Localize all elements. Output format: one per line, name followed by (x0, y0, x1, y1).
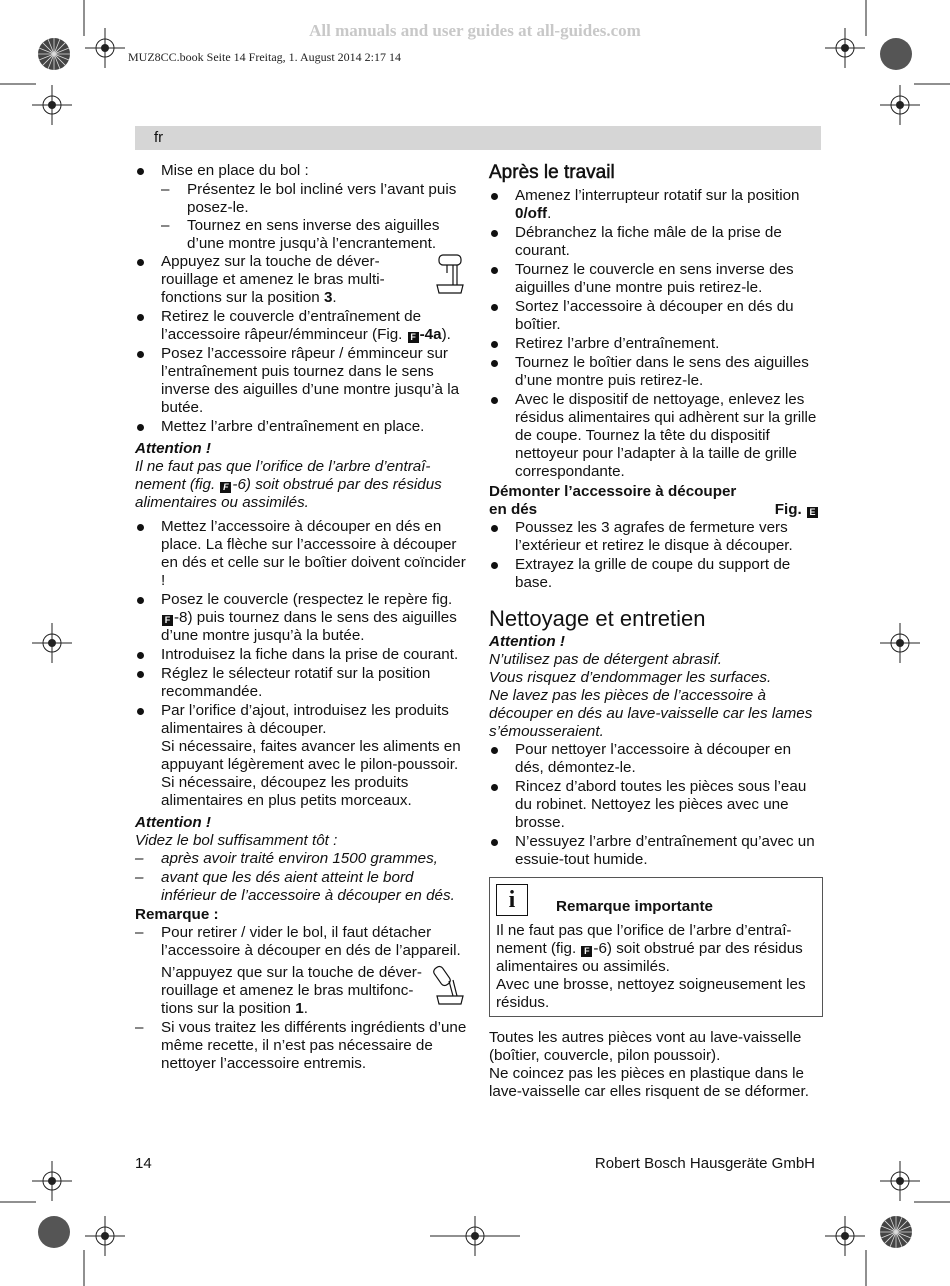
page-number: 14 (135, 1155, 152, 1172)
list-item: Posez le couvercle (respectez le repère fig. F -8) puis tournez dans le sens des aiguilles d’une montre jusqu’à la butée. (135, 591, 467, 645)
crosshair-mark-top-right (825, 28, 865, 68)
figure-ref: Fig. E (775, 501, 819, 519)
language-code: fr (154, 129, 164, 146)
sunburst-mark-bl (37, 1215, 71, 1249)
remark-heading: Remarque : (135, 906, 219, 923)
attention-text: Videz le bol suffisamment tôt : (135, 832, 338, 849)
list-item: Amenez l’interrupteur rotatif sur la position 0/off. (489, 187, 823, 223)
list-item: Rincez d’abord toutes les pièces sous l’eau du robinet. Nettoyez les pièces avec une brosse. (489, 778, 823, 832)
sunburst-mark-tr (879, 37, 913, 71)
info-icon: i (496, 884, 528, 916)
remark-subtext: N’appuyez que sur la touche de déverrouillage et amenez le bras multifonctions sur la position 1. (161, 964, 467, 1018)
crosshair-mark-left-top (32, 85, 72, 125)
list-item: Sortez l’accessoire à découper en dés du boîtier. (489, 298, 823, 334)
crosshair-mark-right-bottom (880, 1161, 920, 1201)
list-item: Appuyez sur la touche de déverrouillage et amenez le bras multifonctions sur la position 3. (135, 253, 467, 307)
list-item: Mettez l’accessoire à découper en dés en place. La flèche sur l’accessoire à découper en dés et celle sur le boîtier doivent coïncider ! (135, 518, 467, 590)
list-item: Tournez le boîtier dans le sens des aiguilles d’une montre puis retirez-le. (489, 354, 823, 390)
list-item: Réglez le sélecteur rotatif sur la position recommandée. (135, 665, 467, 701)
paragraph: Ne coincez pas les pièces en plastique dans le lave-vaisselle car elles risquent de se déformer. (489, 1065, 809, 1100)
list-item: Extrayez la grille de coupe du support de base. (489, 556, 823, 592)
dash-item: – avant que les dés aient atteint le bord inférieur de l’accessoire à découper en dés. (135, 869, 467, 905)
dash-item: – Pour retirer / vider le bol, il faut détacher l’accessoire à découper en dés de l’appareil. N’appuyez que sur la touche de déverrouillage et amenez le bras multifonctions sur la position 1. (135, 924, 467, 1018)
dash-item: – après avoir traité environ 1500 grammes, (135, 850, 467, 868)
list-item: Mettez l’arbre d’entraînement en place. (135, 418, 467, 436)
list-item: Mise en place du bol : (135, 162, 467, 180)
crosshair-mark-bottom-left (85, 1216, 125, 1256)
attention-text: Ne lavez pas les pièces de l’accessoire à découper en dés au lave-vaisselle car les lames s’émousseraient. (489, 687, 813, 740)
crosshair-mark-right-mid (880, 623, 920, 663)
footer-company: Robert Bosch Hausgeräte GmbH (594, 1155, 815, 1172)
figure-ref-icon: F (220, 482, 231, 493)
watermark: All manuals and user guides at all-guides.com (309, 21, 641, 40)
figure-ref-icon: E (807, 507, 818, 518)
attention-text: Il ne faut pas que l’orifice de l’arbre d’entraînement (fig. F -6) soit obstrué par des résidus alimentaires ou assimilés. (135, 458, 442, 511)
sub-list-item: – Tournez en sens inverse des aiguilles d’une montre jusqu’à l’encrantement. (161, 217, 467, 253)
list-item: Avec le dispositif de nettoyage, enlevez les résidus alimentaires qui adhèrent sur la grille de coupe. Tournez la tête du dispositif nettoyeur pour l’adapter à la taille de grille correspondante. (489, 391, 823, 481)
list-item: N’essuyez l’arbre d’entraînement qu’avec un essuie-tout humide. (489, 833, 823, 869)
sunburst-mark-tl (37, 37, 71, 71)
list-item: Retirez le couvercle d’entraînement de l’accessoire râpeur/émminceur (Fig. F -4a). (135, 308, 467, 344)
section-heading-apres: Après le travail (489, 162, 615, 183)
figure-ref-icon: F (581, 946, 592, 957)
crosshair-mark-top-left (85, 28, 125, 68)
note-text: Avec une brosse, nettoyez soigneusement les résidus. (496, 976, 806, 1011)
crosshair-mark-left-bottom (32, 1161, 72, 1201)
note-text: Il ne faut pas que l’orifice de l’arbre d’entraînement (fig. F -6) soit obstrué par des résidus alimentaires ou assimilés. (496, 922, 803, 975)
list-item: Pour nettoyer l’accessoire à découper en dés, démontez-le. (489, 741, 823, 777)
dash-item: – Si vous traitez les différents ingrédients d’une même recette, il n’est pas nécessaire de nettoyer l’accessoire entremis. (135, 1019, 467, 1073)
attention-text: N’utilisez pas de détergent abrasif. (489, 651, 723, 668)
left-column (135, 162, 467, 1074)
list-item: Posez l’accessoire râpeur / émminceur sur l’entraînement puis tournez dans le sens inverse des aiguilles d’une montre jusqu’à la butée. (135, 345, 467, 417)
crosshair-mark-left-mid (32, 623, 72, 663)
list-item: Par l’orifice d’ajout, introduisez les produits alimentaires à découper. Si nécessaire, faites avancer les aliments en appuyant légèrement avec le pilon-poussoir. Si nécessaire, découpez les produits alimentaires en plus petits morceaux. (135, 702, 467, 810)
subheading-demonter: Démonter l’accessoire à découper en dés Fig. E (489, 483, 823, 519)
crosshair-mark-bottom-right (825, 1216, 865, 1256)
list-item: Retirez l’arbre d’entraînement. (489, 335, 823, 353)
mixer-arm-tilted-icon (433, 964, 465, 1008)
crosshair-mark-bottom-center (430, 1216, 520, 1256)
figure-ref-icon: F (408, 332, 419, 343)
sub-list-item: – Présentez le bol incliné vers l’avant puis posez-le. (161, 181, 467, 217)
attention-heading: Attention ! (489, 633, 565, 650)
section-heading-nettoyage: Nettoyage et entretien (489, 606, 706, 631)
book-info-line: MUZ8CC.book Seite 14 Freitag, 1. August 2014 2:17 14 (128, 50, 401, 64)
sunburst-mark-br (879, 1215, 913, 1249)
note-title: Remarque importante (556, 898, 713, 915)
attention-heading: Attention ! (135, 814, 211, 831)
list-item: Introduisez la fiche dans la prise de courant. (135, 646, 467, 664)
mixer-arm-up-icon (433, 253, 465, 297)
figure-ref-icon: F (162, 615, 173, 626)
list-item: Débranchez la fiche mâle de la prise de courant. (489, 224, 823, 260)
attention-heading: Attention ! (135, 440, 211, 457)
list-item: Poussez les 3 agrafes de fermeture vers l’extérieur et retirez le disque à découper. (489, 519, 823, 555)
language-bar (135, 126, 821, 150)
crosshair-mark-right-top (880, 85, 920, 125)
right-column (489, 162, 823, 1101)
list-item: Tournez le couvercle en sens inverse des aiguilles d’une montre puis retirez-le. (489, 261, 823, 297)
attention-text: Vous risquez d’endommager les surfaces. (489, 669, 772, 686)
paragraph: Toutes les autres pièces vont au lave-vaisselle (boîtier, couvercle, pilon poussoir). (489, 1029, 802, 1064)
important-note-box (489, 877, 823, 1017)
